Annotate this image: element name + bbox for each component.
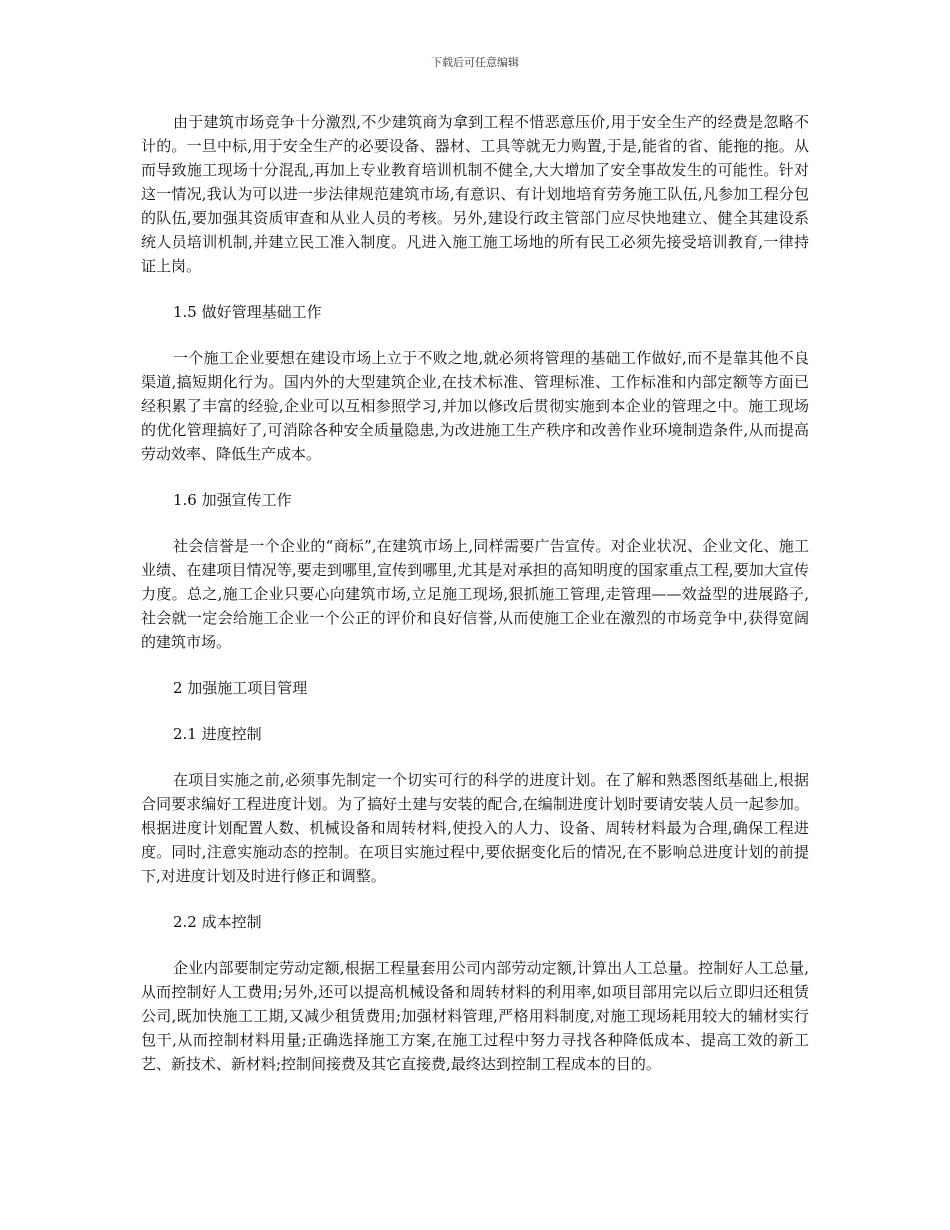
paragraph-schedule-control: 在项目实施之前,必须事先制定一个切实可行的科学的进度计划。在了解和熟悉图纸基础上,根据合同要求编好工程进度计划。为了搞好土建与安装的配合,在编制进度计划时要请安装人员一起参加。根据进度计划配置人数、机械设备和周转材料,使投入的人力、设备、周转材料最为合理,确保工程进度。同时,注意实施动态的控制。在项目实施过程中,要依据变化后的情况,在不影响总进度计划的前提下,对进度计划及时进行修正和调整。	[141, 771, 809, 885]
heading-1-5: 1.5 做好管理基础工作	[173, 303, 322, 321]
heading-2-1: 2.1 进度控制	[173, 725, 262, 743]
document-body	[141, 110, 809, 1098]
heading-2: 2 加强施工项目管理	[173, 679, 308, 697]
paragraph-publicity: 社会信誉是一个企业的“商标”,在建筑市场上,同样需要广告宣传。对企业状况、企业文化、施工业绩、在建项目情况等,要走到哪里,宣传到哪里,尤其是对承担的高知明度的国家重点工程,要加大宣传力度。总之,施工企业只要心向建筑市场,立足施工现场,狠抓施工管理,走管理——效益型的进展路子,社会就一定会给施工企业一个公正的评价和良好信誉,从而使施工企业在激烈的市场竞争中,获得宽阔的建筑市场。	[141, 537, 809, 651]
heading-2-2: 2.2 成本控制	[173, 913, 262, 931]
paragraph-cost-control: 企业内部要制定劳动定额,根据工程量套用公司内部劳动定额,计算出人工总量。控制好人工总量,从而控制好人工费用;另外,还可以提高机械设备和周转材料的利用率,如项目部用完以后立即归还租赁公司,既加快施工工期,又减少租赁费用;加强材料管理,严格用料制度,对施工现场耗用较大的辅材实行包干,从而控制材料用量;正确选择施工方案,在施工过程中努力寻找各种降低成本、提高工效的新工艺、新技术、新材料;控制间接费及其它直接费,最终达到控制工程成本的目的。	[141, 959, 809, 1073]
page-header: 下载后可任意编辑	[431, 56, 519, 69]
paragraph-safety-training: 由于建筑市场竞争十分激烈,不少建筑商为拿到工程不惜恶意压价,用于安全生产的经费是忽略不计的。一旦中标,用于安全生产的必要设备、器材、工具等就无力购置,于是,能省的省、能拖的拖。从而导致施工现场十分混乱,再加上专业教育培训机制不健全,大大增加了安全事故发生的可能性。针对这一情况,我认为可以进一步法律规范建筑市场,有意识、有计划地培育劳务施工队伍,凡参加工程分包的队伍,要加强其资质审查和从业人员的考核。另外,建设行政主管部门应尽快地建立、健全其建设系统人员培训机制,并建立民工准入制度。凡进入施工施工场地的所有民工必须先接受培训教育,一律持证上岗。	[141, 113, 809, 275]
paragraph-management-basics: 一个施工企业要想在建设市场上立于不败之地,就必须将管理的基础工作做好,而不是靠其他不良渠道,搞短期化行为。国内外的大型建筑企业,在技术标准、管理标准、工作标准和内部定额等方面已经积累了丰富的经验,企业可以互相参照学习,并加以修改后贯彻实施到本企业的管理之中。施工现场的优化管理搞好了,可消除各种安全质量隐患,为改进施工生产秩序和改善作业环境制造条件,从而提高劳动效率、降低生产成本。	[141, 349, 809, 463]
heading-1-6: 1.6 加强宣传工作	[173, 491, 292, 509]
